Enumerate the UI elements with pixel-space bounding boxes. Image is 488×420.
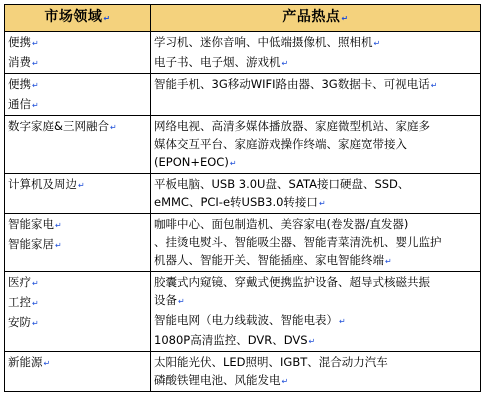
paragraph-mark: ↵ bbox=[32, 299, 39, 308]
paragraph-mark: ↵ bbox=[78, 181, 85, 190]
paragraph-mark: ↵ bbox=[318, 199, 326, 208]
market-field-cell bbox=[5, 74, 151, 116]
paragraph-mark: ↵ bbox=[385, 257, 392, 266]
paragraph-mark: ↵ bbox=[281, 59, 289, 68]
market-field-line: 医疗↵ bbox=[8, 275, 39, 289]
paragraph-mark: ↵ bbox=[32, 39, 39, 48]
market-products-table bbox=[4, 4, 481, 392]
market-field-cell bbox=[5, 214, 151, 272]
market-field-line: 新能源↵ bbox=[8, 355, 51, 369]
table-row bbox=[5, 74, 481, 116]
product-line: 1080P高清监控、DVR、DVS↵ bbox=[154, 333, 316, 347]
table-header-row bbox=[5, 5, 481, 32]
paragraph-mark: ↵ bbox=[55, 221, 62, 230]
table-row bbox=[5, 32, 481, 74]
product-line: 机器人、智能开关、智能插座、家电智能终端↵ bbox=[154, 253, 392, 267]
product-hotspots-cell bbox=[151, 174, 481, 214]
market-field-line: 工控↵ bbox=[8, 295, 39, 309]
market-field-cell bbox=[5, 352, 151, 392]
product-line: 电子书、电子烟、游戏机↵ bbox=[154, 55, 289, 69]
product-line: 咖啡中心、面包制造机、美容家电(卷发器/直发器) bbox=[154, 217, 409, 231]
market-field-line: 智能家居↵ bbox=[8, 237, 62, 251]
market-field-line: 便携↵ bbox=[8, 35, 39, 49]
paragraph-mark: ↵ bbox=[373, 39, 381, 48]
product-line: 磷酸铁锂电池、风能发电↵ bbox=[154, 373, 289, 387]
table-row bbox=[5, 174, 481, 214]
table-row bbox=[5, 116, 481, 174]
market-field-line: 智能家电↵ bbox=[8, 217, 62, 231]
product-hotspots-cell bbox=[151, 32, 481, 74]
product-line: eMMC、PCI-e转USB3.0转接口↵ bbox=[154, 195, 326, 209]
header-market-field: 市场领域↵ bbox=[5, 5, 151, 32]
product-line: 太阳能光伏、LED照明、IGBT、混合动力汽车 bbox=[154, 355, 388, 369]
paragraph-mark: ↵ bbox=[43, 359, 51, 368]
product-line: 智能电网（电力线载波、智能电表）↵ bbox=[154, 313, 346, 327]
market-field-cell bbox=[5, 174, 151, 214]
paragraph-mark: ↵ bbox=[55, 241, 62, 250]
product-line: 智能手机、3G移动WIFI路由器、3G数据卡、可视电话↵ bbox=[154, 77, 438, 91]
product-hotspots-cell bbox=[151, 214, 481, 272]
market-field-line: 通信↵ bbox=[8, 97, 39, 111]
product-hotspots-cell bbox=[151, 352, 481, 392]
paragraph-mark: ↵ bbox=[308, 337, 316, 346]
paragraph-mark: ↵ bbox=[32, 279, 39, 288]
paragraph-mark: ↵ bbox=[32, 101, 39, 110]
market-field-cell bbox=[5, 32, 151, 74]
product-hotspots-cell bbox=[151, 74, 481, 116]
paragraph-mark: ↵ bbox=[32, 81, 39, 90]
paragraph-mark: ↵ bbox=[430, 81, 438, 90]
market-field-cell bbox=[5, 116, 151, 174]
table-row bbox=[5, 352, 481, 392]
paragraph-mark: ↵ bbox=[339, 317, 346, 326]
product-line: 、挂烫电熨斗、智能吸尘器、智能青菜清洗机、婴儿监护 bbox=[154, 235, 442, 249]
product-line: 设备↵ bbox=[154, 293, 185, 307]
product-line: 胶囊式内窥镜、穿戴式便携监护设备、超导式核磁共振 bbox=[154, 275, 430, 289]
paragraph-mark: ↵ bbox=[32, 59, 39, 68]
market-field-line: 安防↵ bbox=[8, 315, 39, 329]
paragraph-mark: ↵ bbox=[281, 377, 289, 386]
product-hotspots-cell bbox=[151, 116, 481, 174]
product-line: 平板电脑、USB 3.0U盘、SATA接口硬盘、SSD、 bbox=[154, 177, 410, 191]
header-product-hotspots: 产品热点↵ bbox=[151, 5, 481, 32]
product-line: 媒体交互平台、家庭游戏操作终端、家庭宽带接入 bbox=[154, 137, 407, 151]
market-field-line: 计算机及周边↵ bbox=[8, 177, 85, 191]
paragraph-mark: ↵ bbox=[109, 123, 117, 132]
product-line: 学习机、迷你音响、中低端摄像机、照相机↵ bbox=[154, 35, 381, 49]
product-hotspots-cell bbox=[151, 272, 481, 352]
table-row bbox=[5, 272, 481, 352]
paragraph-mark: ↵ bbox=[32, 319, 39, 328]
market-field-line: 便携↵ bbox=[8, 77, 39, 91]
market-field-cell bbox=[5, 272, 151, 352]
product-line: 网络电视、高清多媒体播放器、家庭微型机站、家庭多 bbox=[154, 119, 430, 133]
product-line: (EPON+EOC)↵ bbox=[154, 155, 237, 169]
market-field-line: 数字家庭&三网融合↵ bbox=[8, 119, 117, 133]
paragraph-mark: ↵ bbox=[178, 297, 185, 306]
market-field-line: 消费↵ bbox=[8, 55, 39, 69]
paragraph-mark: ↵ bbox=[229, 159, 237, 168]
table-row bbox=[5, 214, 481, 272]
